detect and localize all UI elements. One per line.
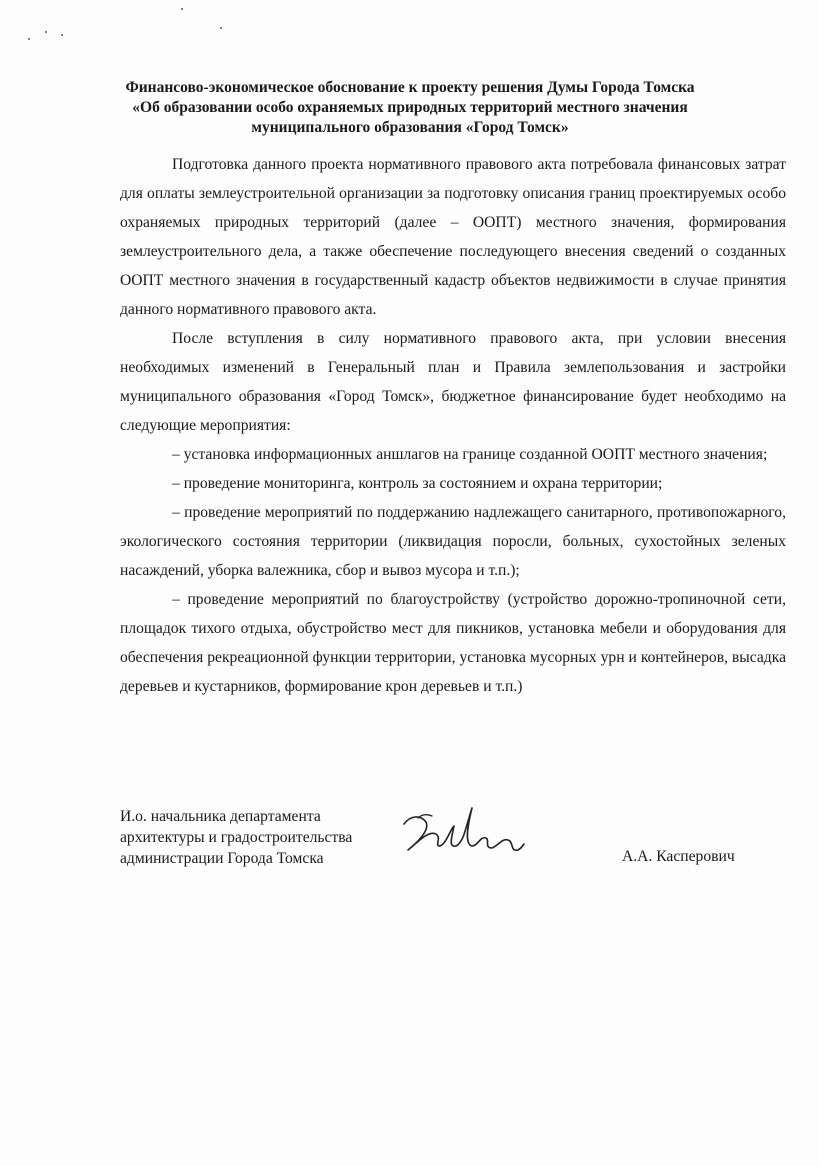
paragraph: Подготовка данного проекта нормативного правового акта потребовала финансовых затрат для оплаты землеустроительной организации за подготовку описания границ проектируемых особо охраняемых природных территорий (далее – ООПТ) местного значения, формирования землеустроительного дела, а также обеспечение последующего внесения сведений о созданных ООПТ местного значения в государственный кадастр объектов недвижимости в случае принятия данного нормативного правового акта. xyxy=(120,156,786,318)
scan-speck xyxy=(45,31,47,33)
list-item: – проведение мониторинга, контроль за состоянием и охрана территории; xyxy=(172,475,663,492)
scan-speck xyxy=(181,8,183,10)
document-title: Финансово-экономическое обоснование к проекту решения Думы Города Томска «Об образовании особо охраняемых природных территорий местного значения муниципального образования «Город Томск» xyxy=(125,79,695,136)
scan-speck xyxy=(220,27,222,29)
handwritten-signature xyxy=(398,800,528,870)
position-line: архитектуры и градостроительства xyxy=(120,829,353,846)
list-item: – установка информационных аншлагов на границе созданной ООПТ местного значения; xyxy=(172,446,768,463)
position-line: администрации Города Томска xyxy=(120,850,324,867)
signatory-position xyxy=(120,806,400,869)
signer-name: А.А. Касперович xyxy=(622,848,735,865)
document-body xyxy=(120,150,786,701)
paragraph: После вступления в силу нормативного правового акта, при условии внесения необходимых изменений в Генеральный план и Правила землепользования и застройки муниципального образования «Город Томск», бюджетное финансирование будет необходимо на следующие мероприятия: xyxy=(120,330,786,434)
list-item: – проведение мероприятий по поддержанию надлежащего санитарного, противопожарного, экологического состояния территории (ликвидация поросли, больных, сухостойных зеленых насаждений, уборка валежника, сбор и вывоз мусора и т.п.); xyxy=(120,504,786,579)
scan-speck xyxy=(28,38,30,40)
list-item: – проведение мероприятий по благоустройству (устройство дорожно-тропиночной сети, площадок тихого отдыха, обустройство мест для пикников, установка мебели и оборудования для обеспечения рекреационной функции территории, установка мусорных урн и контейнеров, высадка деревьев и кустарников, формирование крон деревьев и т.п.) xyxy=(120,591,786,695)
scan-speck xyxy=(61,34,63,36)
position-line: И.о. начальника департамента xyxy=(120,808,321,825)
